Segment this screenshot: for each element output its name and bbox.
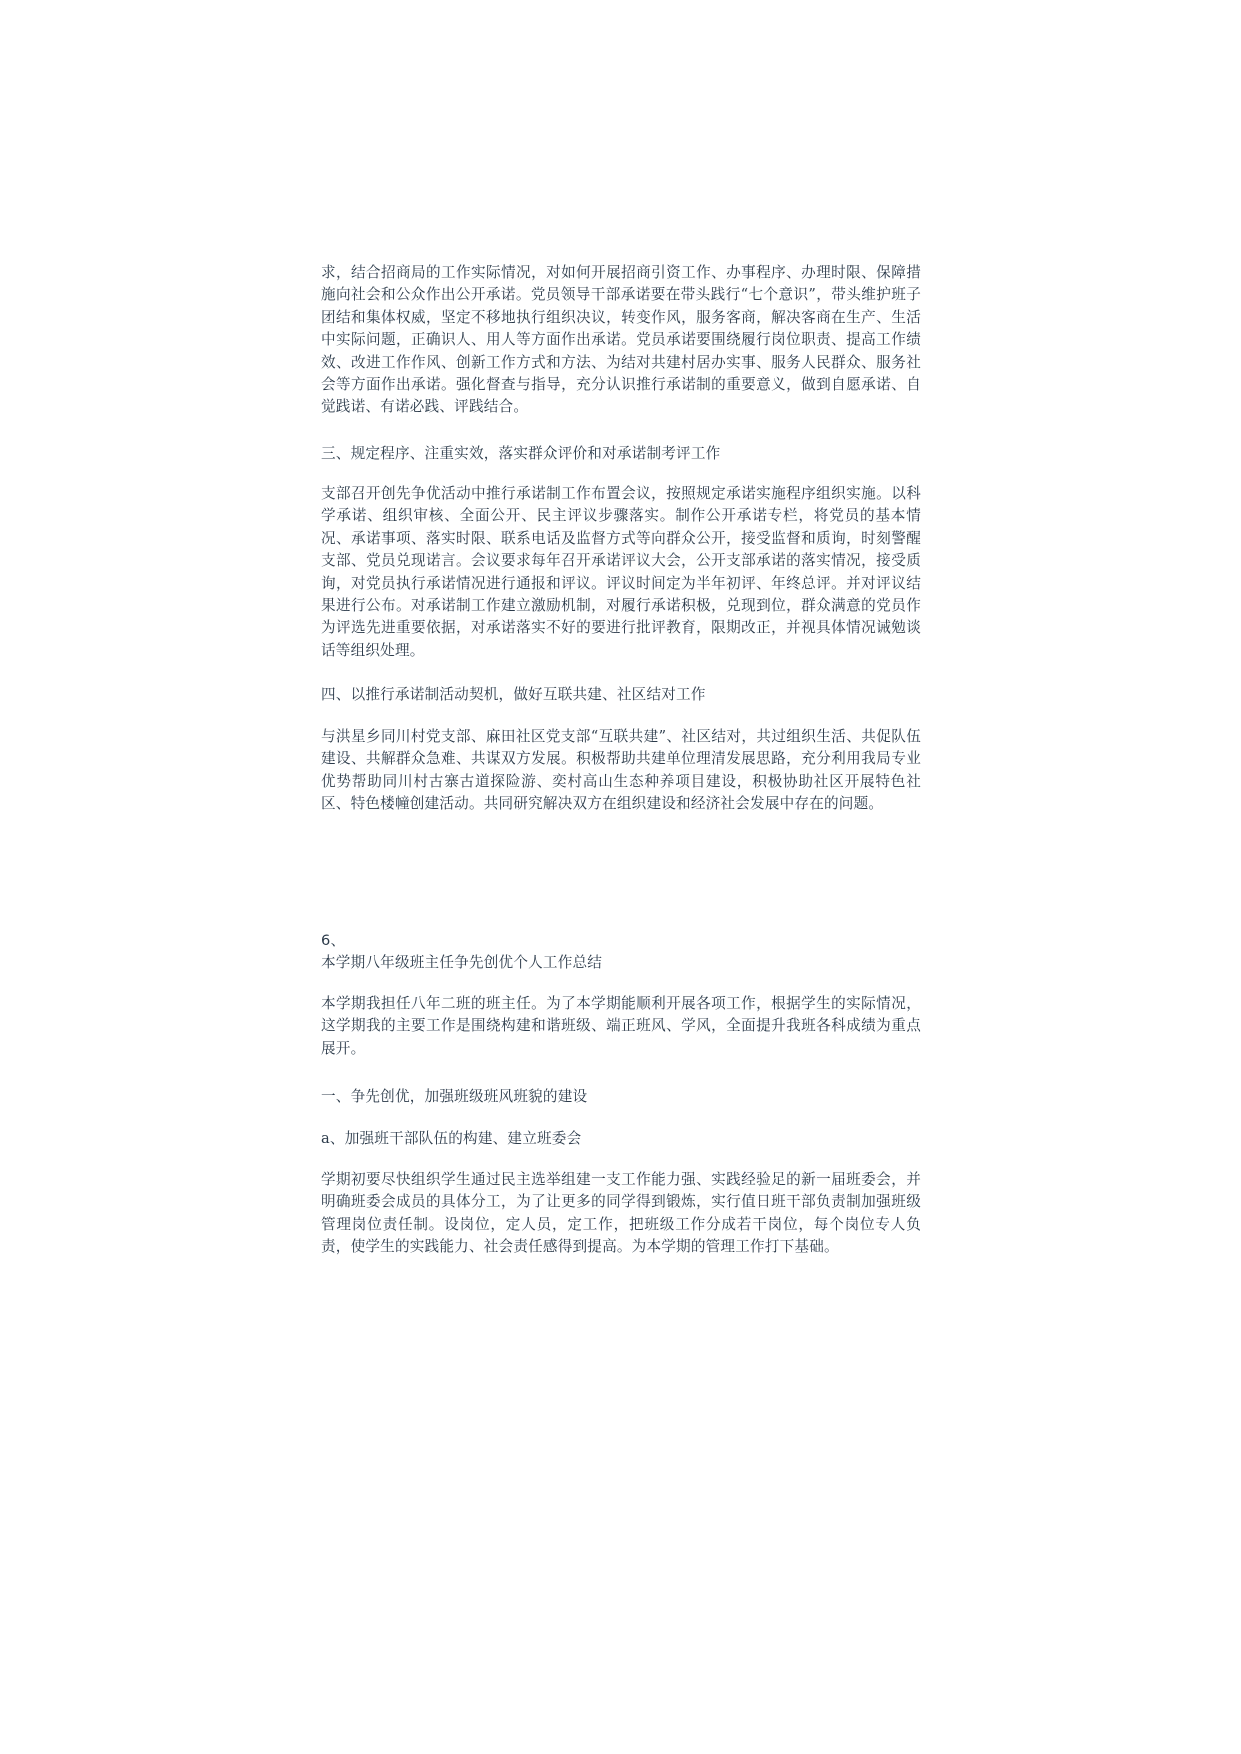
section-heading-4 xyxy=(321,684,921,706)
paragraph-text: 学期初要尽快组织学生通过民主选举组建一支工作能力强、实践经验足的新一届班委会，并明确班委会成员的具体分工，为了让更多的同学得到锻炼，实行值日班干部负责制加强班级管理岗位责任制。设岗位，定人员，定工作，把班级工作分成若干岗位，每个岗位专人负责，使学生的实践能力、社会责任感得到提高。为本学期的管理工作打下基础。 xyxy=(321,1171,921,1256)
subsection-heading-a xyxy=(321,1128,921,1150)
paragraph-text: 本学期我担任八年二班的班主任。为了本学期能顺利开展各项工作，根据学生的实际情况，这学期我的主要工作是围绕构建和谐班级、端正班风、学风，全面提升我班各科成绩为重点展开。 xyxy=(321,995,921,1057)
section-number: 6、 xyxy=(321,932,346,949)
paragraph-text: 求，结合招商局的工作实际情况，对如何开展招商引资工作、办事程序、办理时限、保障措施向社会和公众作出公开承诺。党员领导干部承诺要在带头践行“七个意识”，带头维护班子团结和集体权威，坚定不移地执行组织决议，转变作风，服务客商，解决客商在生产、生活中实际问题，正确识人、用人等方面作出承诺。党员承诺要围绕履行岗位职责、提高工作绩效、改进工作作风、创新工作方式和方法、为结对共建村居办实事、服务人民群众、服务社会等方面作出承诺。强化督查与指导，充分认识推行承诺制的重要意义，做到自愿承诺、自觉践诺、有诺必践、评践结合。 xyxy=(321,264,921,416)
paragraph-procedure xyxy=(321,483,921,662)
heading-text: 一、争先创优，加强班级班风班貌的建设 xyxy=(321,1088,588,1105)
section-6-header xyxy=(321,930,921,975)
paragraph-commitment-requirements xyxy=(321,262,921,419)
paragraph-intro xyxy=(321,993,921,1060)
paragraph-text: 与洪星乡同川村党支部、麻田社区党支部“互联共建”、社区结对，共过组织生活、共促队伍建设、共解群众急难、共谋双方发展。积极帮助共建单位理清发展思路，充分利用我局专业优势帮助同川村古寨古道探险游、奕村高山生态种养项目建设，积极协助社区开展特色社区、特色楼幢创建活动。共同研究解决双方在组织建设和经济社会发展中存在的问题。 xyxy=(321,728,921,813)
paragraph-text: 支部召开创先争优活动中推行承诺制工作布置会议，按照规定承诺实施程序组织实施。以科学承诺、组织审核、全面公开、民主评议步骤落实。制作公开承诺专栏，将党员的基本情况、承诺事项、落实时限、联系电话及监督方式等向群众公开，接受监督和质询，时刻警醒支部、党员兑现诺言。会议要求每年召开承诺评议大会，公开支部承诺的落实情况，接受质询，对党员执行承诺情况进行通报和评议。评议时间定为半年初评、年终总评。并对评议结果进行公布。对承诺制工作建立激励机制，对履行承诺积极，兑现到位，群众满意的党员作为评选先进重要依据，对承诺落实不好的要进行批评教育，限期改正，并视具体情况诫勉谈话等组织处理。 xyxy=(321,485,921,659)
heading-text: 三、规定程序、注重实效，落实群众评价和对承诺制考评工作 xyxy=(321,445,721,462)
paragraph-joint-construction xyxy=(321,726,921,816)
section-heading-1 xyxy=(321,1086,921,1108)
section-heading-3 xyxy=(321,443,921,465)
section-title: 本学期八年级班主任争先创优个人工作总结 xyxy=(321,954,603,972)
heading-text: a、加强班干部队伍的构建、建立班委会 xyxy=(321,1130,582,1147)
paragraph-class-committee xyxy=(321,1169,921,1259)
heading-text: 四、以推行承诺制活动契机，做好互联共建、社区结对工作 xyxy=(321,686,706,703)
